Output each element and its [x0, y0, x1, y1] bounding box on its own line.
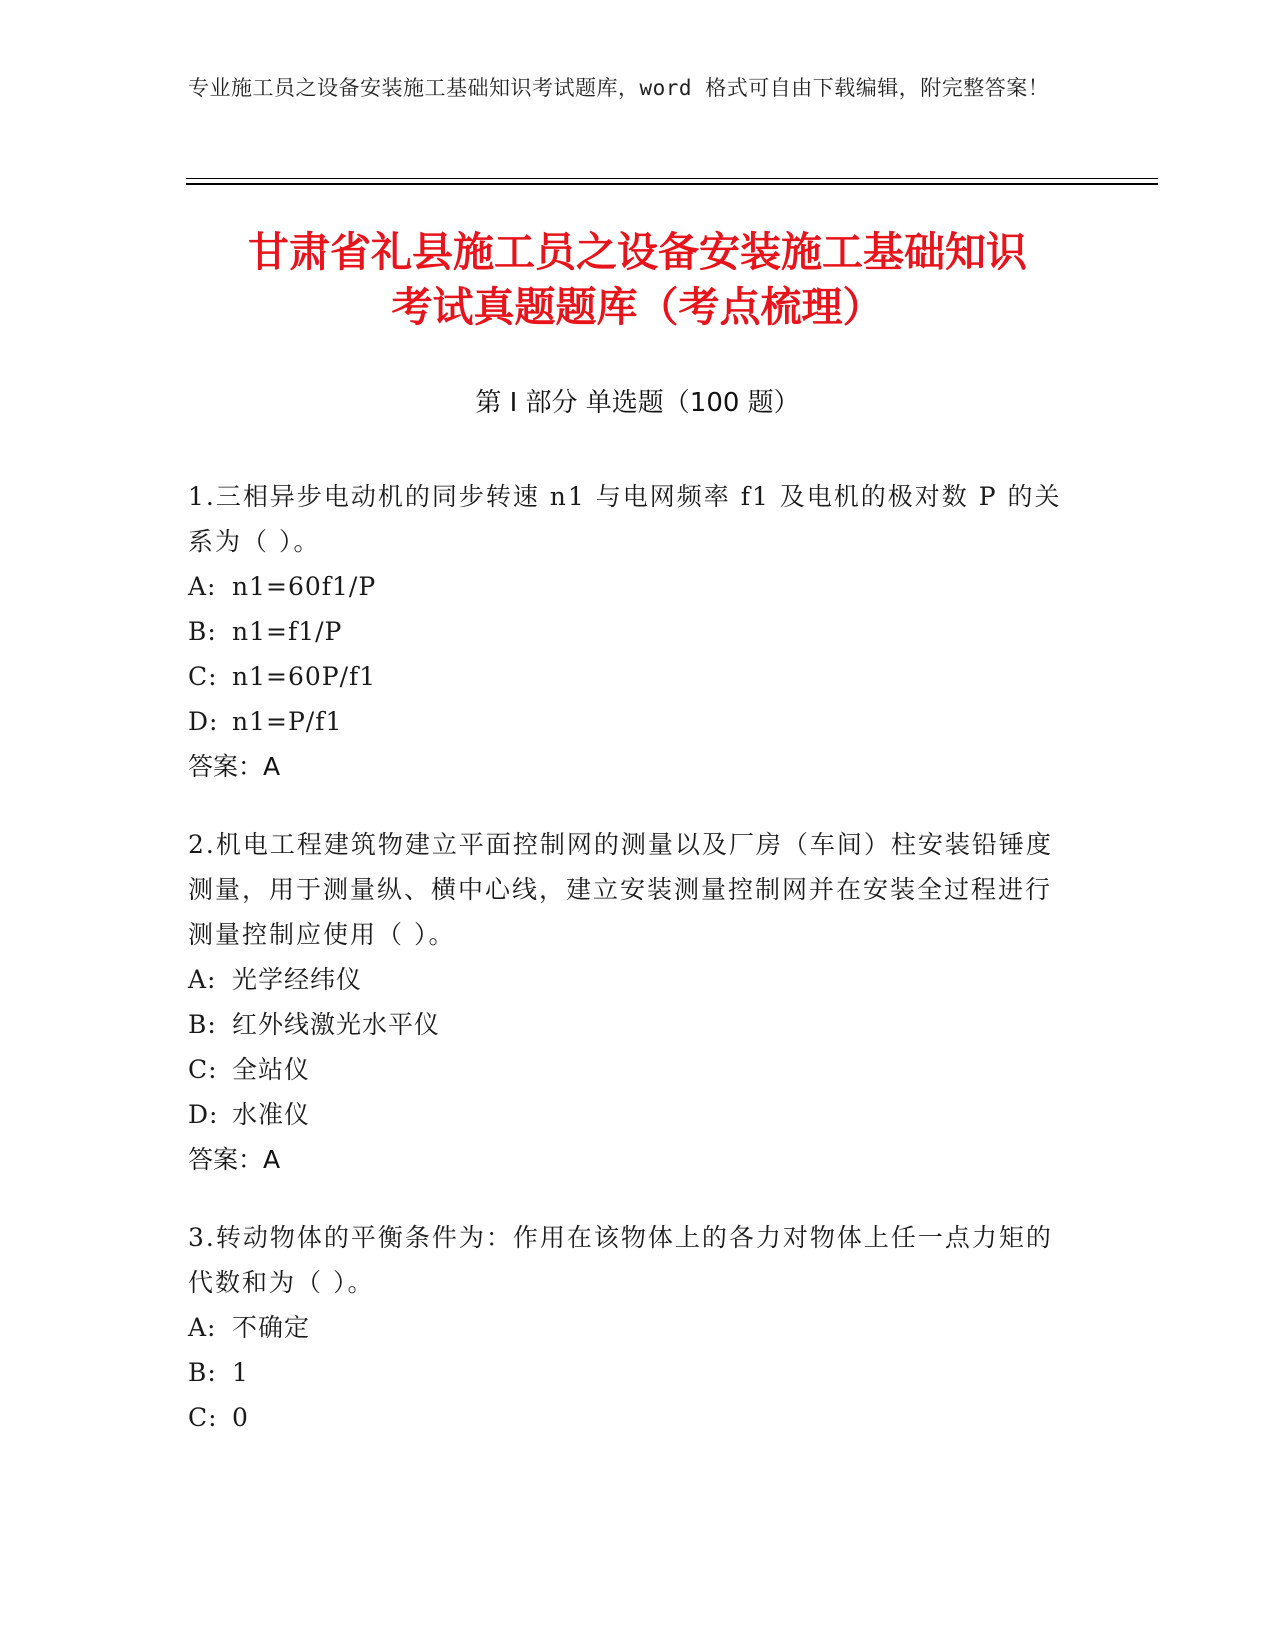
option-text: 全站仪	[232, 1055, 311, 1084]
option-c	[188, 654, 1068, 699]
option-letter: A:	[188, 1313, 217, 1342]
option-text: 光学经纬仪	[232, 965, 363, 994]
option-text: n1=P/f1	[232, 707, 343, 736]
header-note: 专业施工员之设备安装施工基础知识考试题库，word 格式可自由下载编辑，附完整答案！	[188, 76, 1050, 100]
option-letter: C:	[188, 1403, 218, 1432]
option-text: 1	[232, 1358, 249, 1387]
option-b	[188, 1002, 1068, 1047]
question-3	[188, 1215, 1068, 1440]
option-c	[188, 1047, 1068, 1092]
option-text: n1=f1/P	[232, 617, 343, 646]
option-d	[188, 1092, 1068, 1137]
option-letter: A:	[188, 572, 217, 601]
answer-label: 答案：	[188, 752, 264, 781]
option-b	[188, 609, 1068, 654]
answer-line	[188, 1137, 1068, 1182]
option-letter: D:	[188, 1100, 219, 1129]
option-a	[188, 957, 1068, 1002]
question-stem: 2.机电工程建筑物建立平面控制网的测量以及厂房（车间）柱安装铅锤度测量，用于测量纵、横中心线，建立安装测量控制网并在安装全过程进行测量控制应使用（ ）。	[188, 830, 1053, 949]
question-stem: 1.三相异步电动机的同步转速 n1 与电网频率 f1 及电机的极对数 P 的关系为（ ）。	[188, 482, 1062, 556]
answer-value: A	[263, 1145, 281, 1174]
option-text: 不确定	[232, 1313, 311, 1342]
document-title-line-1: 甘肃省礼县施工员之设备安装施工基础知识	[248, 228, 1027, 276]
option-text: n1=60f1/P	[232, 572, 377, 601]
answer-value: A	[263, 752, 281, 781]
option-letter: C:	[188, 1055, 218, 1084]
option-a	[188, 564, 1068, 609]
header-divider-thick	[186, 183, 1158, 185]
option-letter: A:	[188, 965, 217, 994]
question-stem: 3.转动物体的平衡条件为：作用在该物体上的各力对物体上任一点力矩的代数和为（ ）。	[188, 1223, 1053, 1297]
option-letter: D:	[188, 707, 219, 736]
option-d	[188, 699, 1068, 744]
option-a	[188, 1305, 1068, 1350]
option-text: 0	[232, 1403, 249, 1432]
option-letter: B:	[188, 1010, 217, 1039]
option-b	[188, 1350, 1068, 1395]
question-2	[188, 822, 1068, 1182]
document-title-line-2: 考试真题题库（考点梳理）	[391, 283, 884, 331]
section-title: 第 I 部分 单选题（100 题）	[475, 388, 800, 418]
option-letter: B:	[188, 1358, 217, 1387]
option-text: 水准仪	[232, 1100, 311, 1129]
option-text: 红外线激光水平仪	[232, 1010, 441, 1039]
option-letter: C:	[188, 662, 218, 691]
answer-label: 答案：	[188, 1145, 264, 1174]
question-list	[188, 474, 1068, 1473]
option-c	[188, 1395, 1068, 1440]
document-title	[150, 225, 1125, 335]
question-1	[188, 474, 1068, 789]
option-letter: B:	[188, 617, 217, 646]
header-divider-thin	[186, 178, 1158, 179]
option-text: n1=60P/f1	[232, 662, 377, 691]
answer-line	[188, 744, 1068, 789]
